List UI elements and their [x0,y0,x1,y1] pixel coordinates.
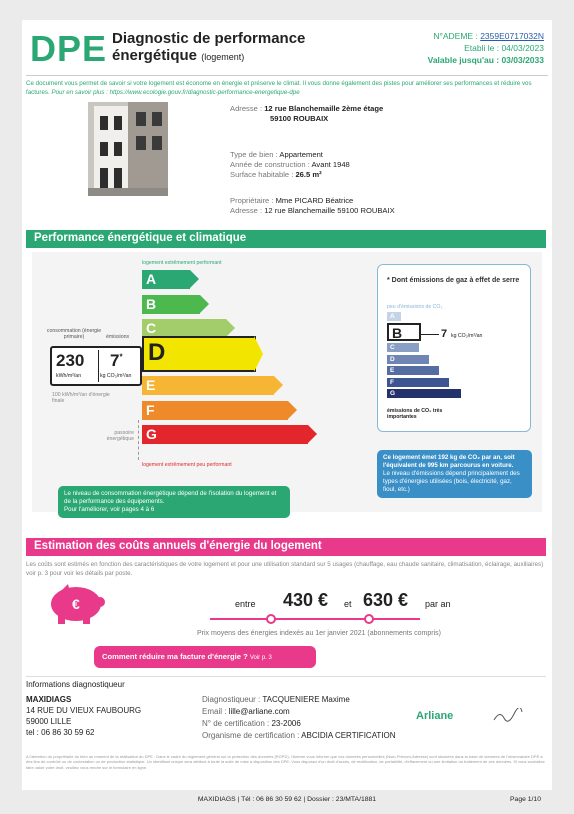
ges-value: 7 [441,328,448,340]
emissions-unit: kg CO₂/m²/an [100,373,132,379]
ges-bottom-label: émissions de CO₂ très importantes [387,408,443,420]
cost-max-marker [364,614,374,624]
energy-class-e: E [142,376,274,395]
owner-details: Propriétaire : Mme PICARD Béatrice Adresse : 12 rue Blanchemaille 59100 ROUBAIX [230,196,395,215]
property-details: Type de bien : Appartement Année de construction : Avant 1948 Surface habitable : 26.5 m² [230,150,350,179]
document-title: Diagnostic de performance énergétique (logement) [112,30,306,64]
energy-class-a: A [142,270,190,289]
cost-range: entre 430 € et 630 € par an [235,590,451,610]
reduce-bill-button[interactable]: Comment réduire ma facture d'énergie ? Voir p. 3 [94,646,316,668]
cost-min: 430 € [283,590,329,610]
cost-range-line [210,618,420,620]
cost-max: 630 € [363,590,409,610]
energy-class-b: B [142,295,200,314]
ges-class-e: E [387,366,439,375]
top-performance-label: logement extrêmement performant [142,260,222,266]
energy-class-f: F [142,401,288,420]
performance-section-title: Performance énergétique et climatique [26,230,546,248]
current-rating-box [50,346,142,386]
svg-text:€: € [72,596,80,612]
energy-class-c: C [142,319,226,338]
costs-section-title: Estimation des coûts annuels d'énergie du logement [26,538,546,556]
established-date: Etabli le : 04/03/2023 [464,43,544,53]
ges-class-d: D [387,355,429,364]
ges-title: * Dont émissions de gaz à effet de serre [387,277,520,284]
energy-class-g: G [142,425,308,444]
emissions-label: émissions [106,334,130,340]
energy-class-d: D [142,336,256,372]
legal-text: A l'attention du propriétaire du bien au moment de la réalisation du DPE : Dans le cadre du règlement général sur la protection des données (RGPD), l'Ademe vous informe que vos données personnelles (Nom-Prénom-Adresse) sont stockées dans la base de données de l'observatoire DPE à des fins de contrôle ou de contestation ou de production statistique. Un identifiant unique sera attribué à toute la suite de mise à disposition des DPE. Vous disposez d'un droit d'accès, de rectification, de portabilité, d'effacement ou une limitation du traitement de ces données. Si vous souhaitez faire valoir votre droit, veuillez vous rendre sur le formulaire en ligne. [26,754,545,770]
diagnostician-company: MAXIDIAGS 14 RUE DU VIEUX FAUBOURG 59000 LILLE tel : 06 86 30 59 62 [26,695,142,737]
property-address: Adresse : 12 rue Blanchemaille 2ème étage 59100 ROUBAIX [230,104,384,123]
consumption-value: 230 [56,351,85,370]
page-number: Page 1/10 [510,796,541,803]
diagnostician-section-title: Informations diagnostiqueur [26,680,125,689]
ges-unit: kg CO₂/m²/an [451,333,483,339]
more-info-link[interactable]: Pour en savoir plus : https://www.ecologie.gouv.fr/diagnostic-performance-energetique-dpe [51,89,300,96]
ges-class-c: C [387,343,419,352]
header-meta: N°ADEME : 2359E0717032N Etabli le : 04/03/2023 Valable jusqu'au : 03/03/2033 [427,31,544,65]
energy-note: Le niveau de consommation énergétique dépend de l'isolation du logement et de la performance des équipements. Pour l'améliorer, voir pages 4 à 6 [58,486,290,518]
dpe-logo: DPE [30,28,108,69]
footer-text: MAXIDIAGS | Tél : 06 86 30 59 62 | Dossier : 23/MTA/1881 [197,796,377,803]
ges-class-b: B [387,323,421,341]
ges-class-a: A [387,312,401,321]
property-photo [88,102,168,196]
consumption-unit: kWh/m²/an [56,373,82,379]
emissions-value: 7* [110,351,123,370]
ges-top-label: peu d'émissions de CO₂ [387,304,443,310]
cost-min-marker [266,614,276,624]
co2-note: Ce logement émet 192 kg de CO₂ par an, soit l'équivalent de 995 km parcourus en voiture. Le niveau d'émissions dépend principalement des types d'énergies utilisées (bois, électricité, gaz, fioul, etc.) [377,450,532,498]
signature [492,708,524,724]
bottom-performance-label: logement extrêmement peu performant [142,462,232,468]
piggy-bank-icon [44,582,106,626]
primary-energy-label: consommation (énergie primaire) [46,328,102,340]
prices-note: Prix moyens des énergies indexés au 1er janvier 2021 (abonnements compris) [197,630,441,637]
passoire-label: passoire énergétique [106,430,134,442]
diagnostician-email[interactable]: lille@arliane.com [228,707,290,716]
costs-description: Les coûts sont estimés en fonction des caractéristiques de votre logement et pour une utilisation standard sur 5 usages (chauffage, eau chaude sanitaire, climatisation, éclairage, auxiliaires) voir p. 3 pour voir les détails par poste. [26,561,544,577]
ges-class-g: G [387,389,461,398]
document-page [22,20,552,790]
ges-class-f: F [387,378,449,387]
ademe-number-link[interactable]: 2359E0717032N [480,31,544,41]
intro-text: Ce document vous permet de savoir si votre logement est économe en énergie et préserve le climat. Il vous donne également des pistes pour améliorer ses performances et réduire vos factures. Pour en savoir plus : https://www.ecologie.gouv.fr/diagnostic-performance-energetique-dpe [26,75,548,97]
diagnostician-details: Diagnostiqueur : TACQUENIERE Maxime Email : lille@arliane.com N° de certification : 23-2006 Organisme de certification : ABCIDIA CERTIFICATION [202,695,396,740]
arliane-logo: Arliane [416,710,454,722]
threshold-label: 100 kWh/m²/an d'énergie finale [52,392,110,404]
valid-until-date: Valable jusqu'au : 03/03/2033 [427,55,544,65]
